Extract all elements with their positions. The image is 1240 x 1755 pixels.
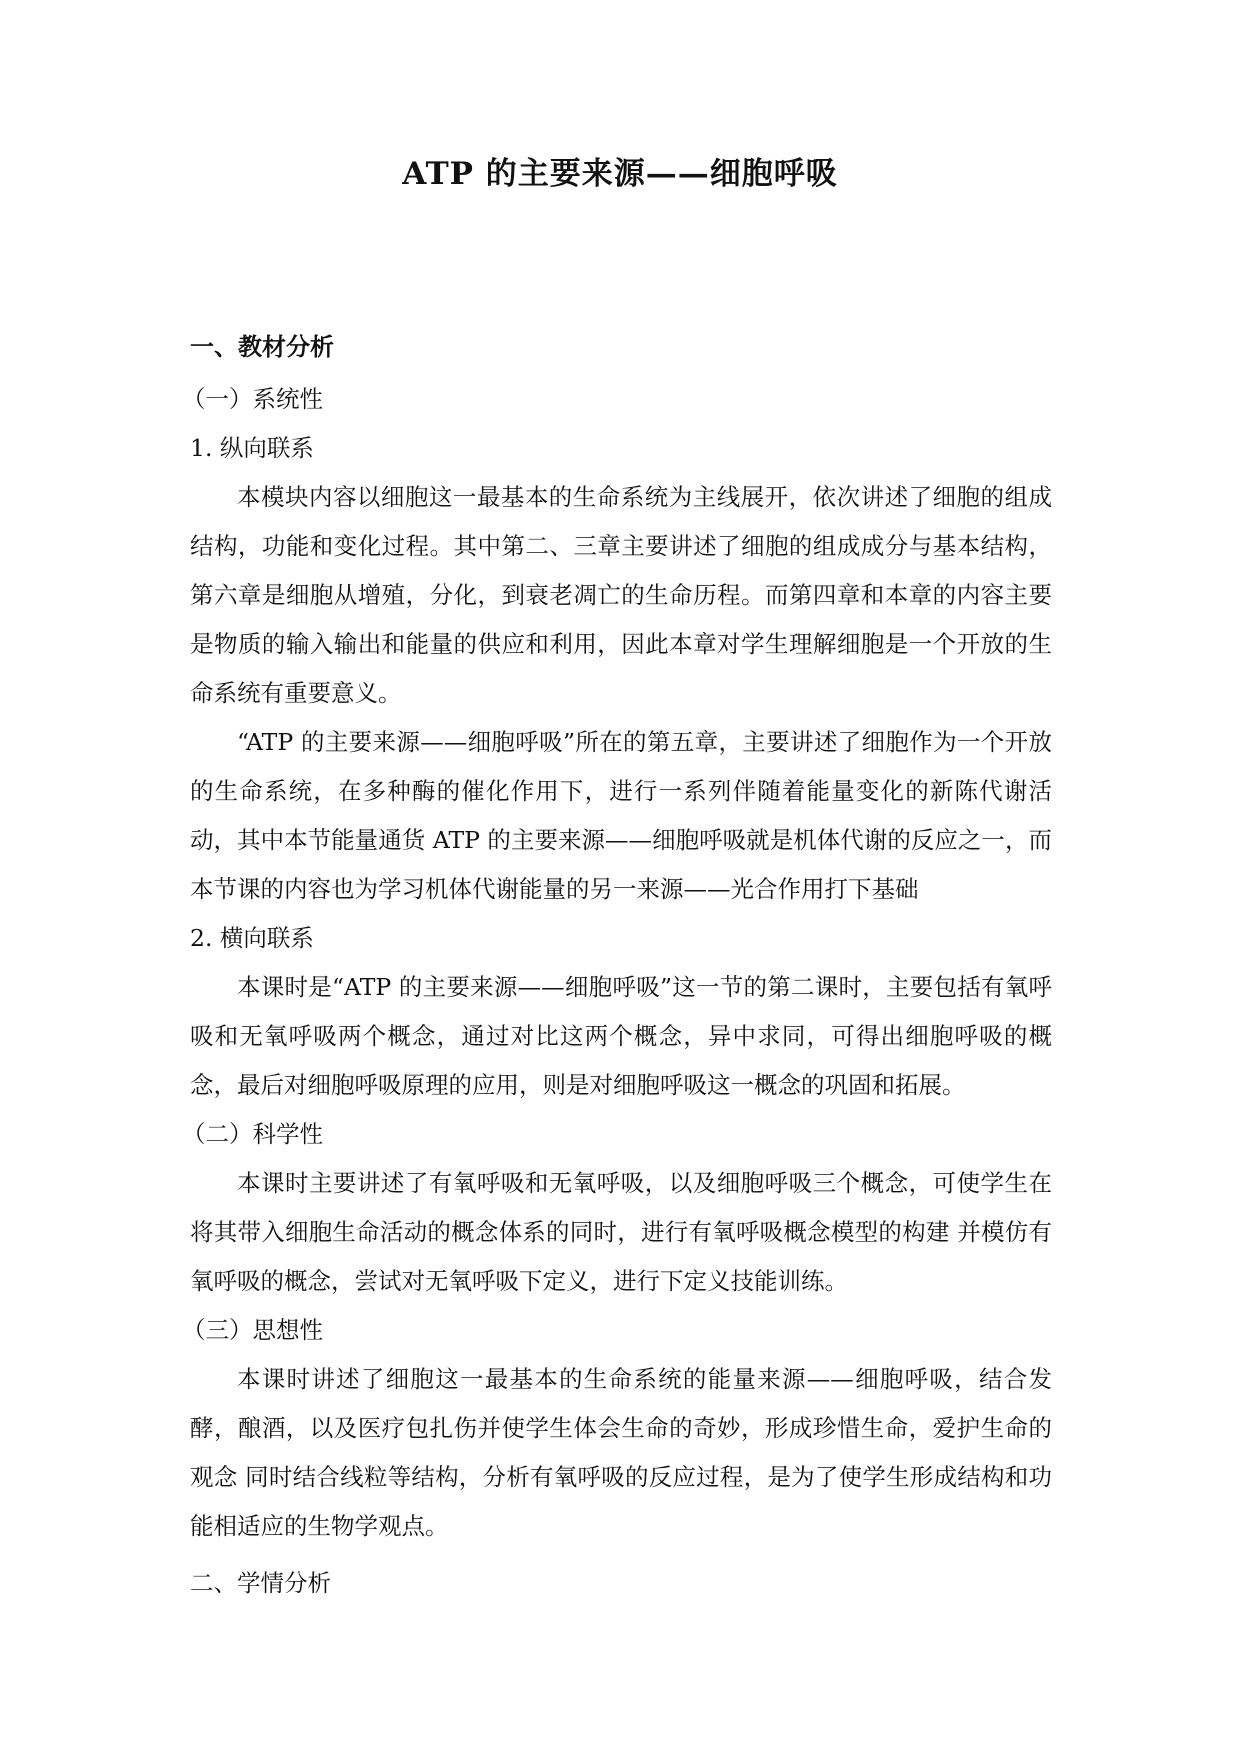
section-heading-learner-analysis: 二、学情分析 — [190, 1569, 331, 1597]
document-title: ATP 的主要来源——细胞呼吸 — [402, 156, 838, 192]
paragraph: 本课时是“ATP 的主要来源——细胞呼吸”这一节的第二课时，主要包括有氧呼吸和无氧呼吸两个概念，通过对比这两个概念，异中求同，可得出细胞呼吸的概念，最后对细胞呼吸原理的应用，则是对细胞呼吸这一概念的巩固和拓展。 — [190, 973, 1052, 1099]
paragraph: 本课时讲述了细胞这一最基本的生命系统的能量来源——细胞呼吸，结合发酵，酿酒，以及医疗包扎伤并使学生体会生命的奇妙，形成珍惜生命，爱护生命的观念 同时结合线粒等结构，分析有氧呼吸的反应过程，是为了使学生形成结构和功能相适应的生物学观点。 — [190, 1365, 1052, 1540]
subsection-heading-scientific: （二）科学性 — [182, 1120, 323, 1148]
document-body — [182, 322, 1052, 1608]
paragraph: 本课时主要讲述了有氧呼吸和无氧呼吸，以及细胞呼吸三个概念，可使学生在将其带入细胞生命活动的概念体系的同时，进行有氧呼吸概念模型的构建 并模仿有氧呼吸的概念，尝试对无氧呼吸下定义，进行下定义技能训练。 — [190, 1169, 1052, 1295]
section-heading-textbook-analysis: 一、教材分析 — [190, 332, 334, 361]
subsection-heading-ideological: （三）思想性 — [182, 1316, 323, 1344]
paragraph: 本模块内容以细胞这一最基本的生命系统为主线展开，依次讲述了细胞的组成结构，功能和变化过程。其中第二、三章主要讲述了细胞的组成成分与基本结构，第六章是细胞从增殖，分化，到衰老凋亡的生命历程。而第四章和本章的内容主要是物质的输入输出和能量的供应和利用，因此本章对学生理解细胞是一个开放的生命系统有重要意义。 — [190, 483, 1052, 707]
item-heading-horizontal: 2. 横向联系 — [190, 924, 314, 952]
paragraph: “ATP 的主要来源——细胞呼吸”所在的第五章，主要讲述了细胞作为一个开放的生命系统，在多种酶的催化作用下，进行一系列伴随着能量变化的新陈代谢活动，其中本节能量通货 ATP 的主要来源——细胞呼吸就是机体代谢的反应之一，而本节课的内容也为学习机体代谢能量的另一来源——光合作用打下基础 — [190, 728, 1052, 903]
item-heading-vertical: 1. 纵向联系 — [190, 434, 314, 462]
subsection-heading-systematic: （一）系统性 — [182, 385, 323, 413]
